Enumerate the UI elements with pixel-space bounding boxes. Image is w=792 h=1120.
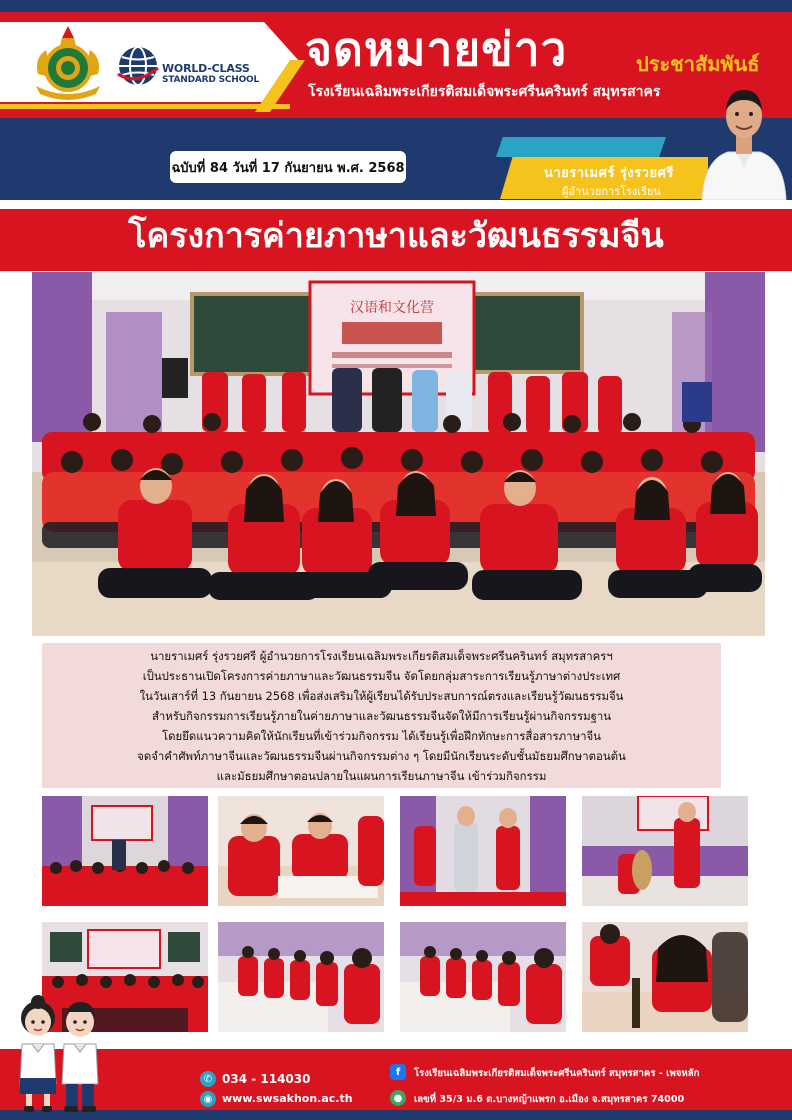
gallery-photo-3	[400, 796, 566, 906]
main-group-photo	[32, 272, 765, 636]
school-name: โรงเรียนเฉลิมพระเกียรติสมเด็จพระศรีนครินทร์ สมุทรสาคร	[308, 84, 661, 100]
world-class-text: WORLD-CLASS	[162, 62, 250, 75]
description-text	[48, 646, 715, 786]
school-seal-icon	[32, 24, 104, 100]
phone-icon: ✆	[200, 1071, 216, 1087]
director-name: นายราเมศร์ รุ่งรวยศรี	[544, 166, 674, 181]
description-line: โดยยึดแนวความคิดให้นักเรียนที่เข้าร่วมกิจกรรม ได้เรียนรู้เพื่อฝึกทักษะการสื่อสารภาษาจีน	[162, 729, 601, 743]
gallery-photo-7	[400, 922, 566, 1032]
gallery-photo-1	[42, 796, 208, 906]
description-line: นายราเมศร์ รุ่งรวยศรี ผู้อำนวยการโรงเรียนเฉลิมพระเกียรติสมเด็จพระศรีนครินทร์ สมุทรสาครฯ	[150, 649, 613, 663]
standard-school-text: STANDARD SCHOOL	[162, 75, 260, 85]
gallery-photo-8	[582, 922, 748, 1032]
description-line: จดจำคำศัพท์ภาษาจีนและวัฒนธรรมจีนผ่านกิจกรรมต่าง ๆ โดยมีนักเรียนระดับชั้นมัธยมศึกษาตอนต้น	[137, 749, 626, 763]
newsletter-subtitle: ประชาสัมพันธ์	[636, 52, 760, 76]
main-photo-sign: 汉语和文化营	[350, 300, 434, 316]
logo-yellow-stripe	[0, 104, 290, 109]
director-title: ผู้อำนวยการโรงเรียน	[562, 185, 661, 198]
issue-info: ฉบับที่ 84 วันที่ 17 กันยายน พ.ศ. 2568	[170, 151, 406, 183]
footer-navy-strip	[0, 1110, 792, 1120]
description-line: เป็นประธานเปิดโครงการค่ายภาษาและวัฒนธรรมจีน จัดโดยกลุ่มสาระการเรียนรู้ภาษาต่างประเทศ	[142, 669, 621, 683]
globe-icon	[116, 44, 160, 88]
gallery-photo-2	[218, 796, 384, 906]
student-mascots	[14, 988, 106, 1116]
director-portrait	[698, 76, 790, 200]
footer-facebook: โรงเรียนเฉลิมพระเกียรติสมเด็จพระศรีนครินทร์ สมุทรสาคร - เพจหลัก	[414, 1068, 700, 1079]
headline-title: โครงการค่ายภาษาและวัฒนธรรมจีน	[128, 216, 664, 256]
director-teal-tab	[496, 137, 666, 157]
gallery-photo-4	[582, 796, 748, 906]
web-icon: ◉	[200, 1091, 216, 1107]
footer-address: เลขที่ 35/3 ม.6 ต.บางหญ้าแพรก อ.เมือง จ.สมุทรสาคร 74000	[414, 1094, 685, 1105]
description-line: ในวันเสาร์ที่ 13 กันยายน 2568 เพื่อส่งเสริมให้ผู้เรียนได้รับประสบการณ์ตรงและเรียนรู้วัฒนธรรมจีน	[139, 689, 624, 703]
facebook-icon: f	[390, 1064, 406, 1080]
footer-website: www.swsakhon.ac.th	[222, 1092, 353, 1105]
top-navy-strip	[0, 0, 792, 12]
location-icon: ●	[390, 1090, 406, 1106]
gallery-photo-6	[218, 922, 384, 1032]
newsletter-title: จดหมายข่าว	[305, 22, 568, 76]
description-line: และมัธยมศึกษาตอนปลายในแผนการเรียนภาษาจีน เข้าร่วมกิจกรรม	[216, 769, 547, 783]
footer-phone: 034 - 114030	[222, 1072, 311, 1086]
description-line: สำหรับกิจกรรมการเรียนรู้ภายในค่ายภาษาและวัฒนธรรมจีนจัดให้มีการเรียนรู้ผ่านกิจกรรมฐาน	[151, 709, 612, 723]
